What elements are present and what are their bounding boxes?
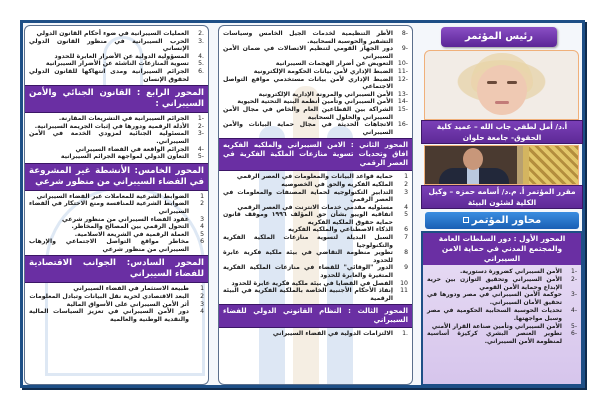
head-shape	[463, 148, 483, 170]
list-item: .3 الحرب السيبرانية في منظور القانون الدولي الإنساني	[29, 37, 204, 53]
president-photo	[424, 50, 579, 120]
axes-title-text: محاور المؤتمر	[471, 215, 542, 226]
decorative-pattern	[529, 146, 579, 185]
list-item: -2 الأمن السيبراني وتحقيق التوازن بين حرية الإبداع وحماية الأمن القومي	[427, 275, 577, 291]
list-item: 4 دور الأمن السيبراني في تعزيز السياسات المالية والنقدية الوطنية والعالمية	[29, 308, 204, 323]
list-item: -1 الأمن السيبراني كضرورة دستورية.	[459, 268, 577, 275]
axis1-list	[423, 268, 581, 346]
list-item: 5 اتفاقيه الويبو بشأن حق المؤلف ١٩٩٦ وموقف قانون حماية حقوق الملكيه الفكريه	[223, 211, 408, 226]
list-item: -10 التعويض عن أضرار الهجمات السيبرانية	[275, 60, 408, 68]
middle-panel	[218, 25, 413, 385]
axis5-header: المحور الخامس: الأنشطة غير المشروعة في الفضاء السيبراني من منظور شرعي	[25, 163, 208, 191]
list-item: -5 الأمن السيبراني وتأمين صناعة القرار الأمني	[431, 322, 577, 330]
list-item: .1 الالتزامات الدولية في الفضاء السيبراني	[272, 330, 408, 338]
list-item: 3 أثر الأمن السيبراني على الأسواق المالية	[66, 300, 204, 308]
list-item: -16 الاتجاهات الحديثة في مجال حماية البيانات والأمن السيبراني	[223, 121, 408, 136]
list-item: -4 الجرائم الواقعة في الفضاء السيبراني	[75, 145, 204, 153]
axis6-list	[25, 285, 208, 323]
list-item: 6 الذكاء الاصطناعي والملكيه الفكريه	[288, 226, 408, 234]
list-item: 1 الضوابط الشرعية للمعاملات عبر الفضاء السيبراني	[36, 192, 204, 200]
list-item: 1 حماية قواعد البيانات والمعلومات في العصر الرقمي	[236, 173, 408, 181]
axis4-header: المحور الرابع : القانون الجنائي والأمن السيبراني :	[25, 85, 208, 113]
list-item: .2 العمليات السيبرانية في ضوء أحكام القانون الدولي	[36, 30, 204, 37]
mouth-shape	[495, 101, 509, 104]
list-item: -6 تطوير العنصر البشري كركيزة أساسية لمنظومة الأمن السيبراني.	[427, 330, 577, 346]
rapporteur-photo	[424, 145, 579, 185]
rapporteur-caption: مقرر المؤتمر أ. م.د/ أسامه حمزه – وكيل الكلية لشئون البيئة	[421, 185, 583, 209]
checkbox-square-icon	[463, 217, 469, 223]
axis1-header: المحور الأول : دور السلطات العامة والمجتمع المدني في حماية الامن السيبراني	[423, 233, 581, 265]
axis5-list	[25, 193, 208, 254]
list-item: 4 مسئوليه مقدمي خدمات الانترنت في العصر الرقمي	[237, 203, 408, 211]
list-item: .6 الجرائم السيبرانية ومدى انتهاكها للقانون الدولي لحقوق الإنسان	[29, 67, 204, 83]
axis3-header: المحور الثالث : النظام القانوني الدولي للفضاء السيبراني	[219, 304, 412, 328]
list-item: -3 حوكمة الأمن السيبراني في مصر ودورها في تحقيق الأمان السيبراني.	[427, 291, 577, 307]
list-item: 8 تطوير منظومة التقاضي في بيئة ملكية فكرية عابرة للحدود	[223, 249, 408, 264]
list-item: -12 الضبط الإداري لأمن بيانات مستخدمي مواقع التواصل الاجتماعي	[223, 75, 408, 91]
list-item: -3 المسئولية الجنائية لمزودي الخدمة في الأمن السيبراني.	[29, 130, 204, 145]
list-item: -2 الأدلة الرقمية ودورها في إثبات الجريمة السيبرانية.	[34, 122, 204, 130]
list-item: 11 إنفاذ الأحكام الأجنبية الخاصة بالملكية الفكرية في البيئة الرقمية	[223, 287, 408, 302]
list-item: .4 المسؤولية الدولية عن الأضرار العابرة للحدود	[54, 52, 204, 60]
conference-axes-title	[425, 212, 579, 229]
list-item: 9 الدور "الوقائي" للقضاء في منازعات الملكية الفكرية المتغيرة والعابرة للحدود	[223, 264, 408, 280]
eye-shape	[507, 81, 517, 84]
list-item: 7 السبل البديلة لتسوية منازعات الملكية الفكرية والتكنولوجيا	[223, 234, 408, 249]
eye-shape	[487, 81, 497, 84]
list-item: -4 تحديات الحوسبة السحابية الحكومية في مصر وسبل مواجهتها.	[427, 306, 577, 322]
list-item: -8 الأطر التنظيمية لخدمات الجيل الخامس وسياسات التشفير والحوسبة السحابية.	[223, 30, 408, 45]
left-panel	[24, 25, 209, 385]
list-item: -15 الشراكة بين القطاعين العام والخاص في مجال الأمن السيبراني والحلول السحابية	[223, 105, 408, 121]
axis1-box	[421, 231, 583, 386]
face-shape	[477, 65, 527, 115]
list-item: -5 التعاون الدولي لمواجهة الجرائم السيبرانية	[60, 153, 204, 161]
axis2-list	[219, 173, 412, 302]
list-item: 1 طبيعة الاستثمار في الفضاء السيبراني	[73, 285, 204, 293]
shirt-shape	[467, 168, 479, 185]
list-item: 3 التدابير التكنولوجيه لحماية المصنفات والمعلومات في العصر الرقمي	[223, 188, 408, 204]
list-item: 3 عقود الفضاء السيبراني من منظور شرعي	[62, 215, 204, 223]
list-item: -13 الأمن السيبراني والمرونة الإدارية الإلكترونية	[258, 90, 408, 98]
list-item: -9 دور الجهاز القومي لتنظيم الاتصالات في ضمان الأمن السيبراني	[223, 45, 408, 60]
axis3-list	[219, 330, 412, 338]
list-item: 4 التحول الرقمي بين المصالح والمخاطر.	[71, 223, 204, 231]
right-panel	[421, 24, 583, 386]
list-item: -11 الضبط الإداري لأمن بيانات الحكومة الإلكترونية	[253, 67, 408, 75]
list-item: 2 البعد الاقتصادي لحرية نقل البيانات وتبادل المعلومات	[29, 293, 204, 301]
list-item: 6 مخاطر مواقع التواصل الاجتماعي والإرهاب السيبراني من منظور شرعي	[29, 238, 204, 253]
brochure-frame	[20, 20, 585, 388]
axis1-continued-list	[219, 30, 412, 136]
conference-president-title: رئيس المؤتمر	[441, 27, 557, 47]
list-item: 10 الفصل في القضايا في بيئة ملكية فكرية عابرة للحدود	[231, 279, 408, 287]
list-item: .5 تسوية المنازعات الناشئة عن الأضرار السيبرانية	[45, 60, 204, 68]
list-item: -14 الأمن السيبراني وتأمين أنظمة البنية التحتية الحيوية	[237, 98, 408, 106]
list-item: 2 الضوابط الشرعية للمنافسة ومنع الاحتكار في الفضاء السيبراني	[29, 200, 204, 215]
list-item: -1 الجرائم السيبرانية في التشريعات المقارنة.	[58, 115, 204, 123]
axis2-header: المحور الثاني : الامن السيبراني والملكيه الفكريه افاق وتحديات تسوية منازعات الملكية الفكرية في العصر الرقمي	[219, 138, 412, 171]
axis6-header: المحور السادس: الجوانب الاقتصادية للفضاء السيبراني	[25, 255, 208, 283]
axis4-list	[25, 115, 208, 161]
axis3-continued-list	[25, 30, 208, 83]
list-item: 5 العملة الرقمية في الشريعة الاسلامية.	[74, 230, 204, 238]
president-caption: أ.د/ أمل لطفي جاب الله – عميد كلية الحقوق- جامعة حلوان	[421, 120, 583, 144]
list-item: 2 الملكيه الفكريه والحق في الخصوصيه	[281, 180, 408, 188]
